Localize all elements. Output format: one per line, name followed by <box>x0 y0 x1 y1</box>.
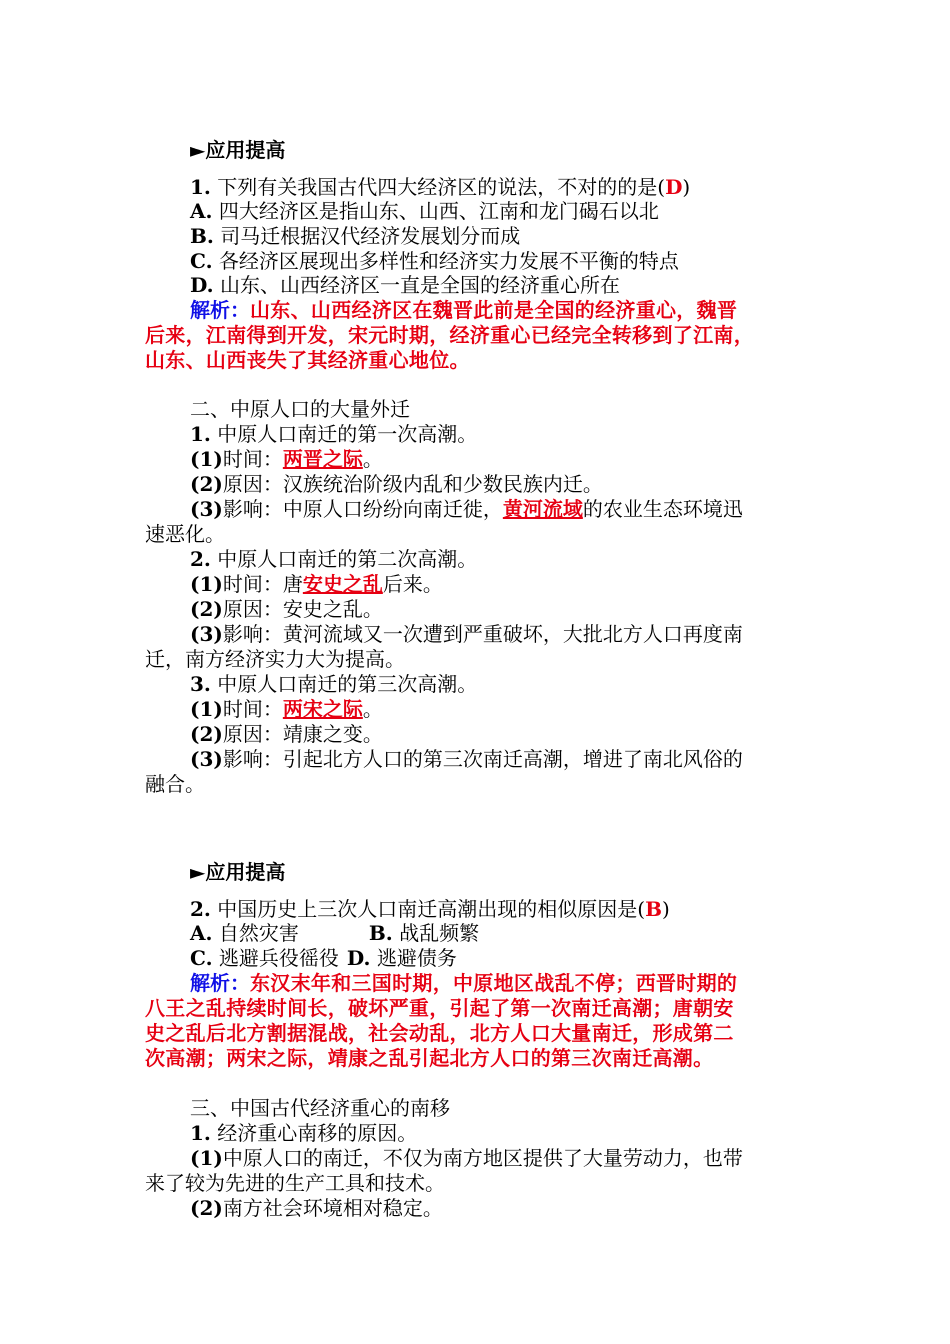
sub-text: 影响：引起北方人口的第三次南迁高潮，增进了南北风俗的 <box>222 747 743 771</box>
sub-item <box>190 472 880 497</box>
sub-end: 后来。 <box>382 572 443 596</box>
option-letter: C. <box>190 946 213 970</box>
section-title: 三、中国古代经济重心的南移 <box>190 1096 450 1120</box>
section-heading: ►应用提高 <box>190 138 286 162</box>
item-number: 1. <box>190 422 211 446</box>
sub-number: (1) <box>190 447 223 471</box>
option-letter: B. <box>368 921 393 945</box>
sub-text: 原因：靖康之变。 <box>222 722 383 746</box>
analysis-line: 史之乱后北方割据混战，社会动乱，北方人口大量南迁，形成第二 <box>145 1021 734 1045</box>
item-text: 中原人口南迁的第三次高潮。 <box>217 672 478 696</box>
sub-number: (2) <box>190 597 223 621</box>
option-a <box>190 199 880 224</box>
question-stem <box>190 897 880 922</box>
fill-blank: 安史之乱 <box>302 572 383 596</box>
item-title <box>190 422 880 447</box>
sub-number: (2) <box>190 472 223 496</box>
sub-text: 原因：汉族统治阶级内乱和少数民族内迁。 <box>222 472 603 496</box>
option-d <box>190 273 880 298</box>
option-b <box>369 921 479 945</box>
analysis-text: 东汉末年和三国时期，中原地区战乱不停；西晋时期的 <box>250 971 738 995</box>
sub-text: 南方社会环境相对稳定。 <box>222 1196 443 1220</box>
section-heading: ►应用提高 <box>190 860 286 884</box>
fill-blank: 黄河流域 <box>502 497 583 521</box>
option-text: 各经济区展现出多样性和经济实力发展不平衡的特点 <box>218 249 679 273</box>
item-title <box>190 547 880 572</box>
answer-letter: D <box>665 175 683 199</box>
fill-blank: 两宋之际 <box>282 697 363 721</box>
sub-text: 影响：中原人口纷纷向南迁徙， <box>222 497 503 521</box>
item-number: 1. <box>190 1121 211 1145</box>
analysis-text: 山东、山西经济区在魏晋此前是全国的经济重心，魏晋 <box>250 298 738 322</box>
option-text: 逃避债务 <box>376 946 457 970</box>
option-d <box>347 946 457 970</box>
options-row <box>190 946 880 971</box>
sub-end: 。 <box>362 447 383 471</box>
sub-number: (2) <box>190 1196 223 1220</box>
analysis-line <box>190 971 880 996</box>
sub-number: (2) <box>190 722 223 746</box>
option-text: 自然灾害 <box>218 921 299 945</box>
sub-label: 时间：唐 <box>222 572 303 596</box>
question-number: 1. <box>190 175 211 199</box>
question-text: 下列有关我国古代四大经济区的说法，不对的的是( <box>217 175 666 199</box>
paren-close: ) <box>682 175 691 199</box>
option-c <box>190 249 880 274</box>
sub-number: (1) <box>190 1146 223 1170</box>
item-text: 经济重心南移的原因。 <box>217 1121 418 1145</box>
option-text: 逃避兵役徭役 <box>218 946 339 970</box>
analysis-label: 解析： <box>190 971 250 995</box>
sub-item-continued: 来了较为先进的生产工具和技术。 <box>145 1171 445 1195</box>
option-letter: A. <box>190 921 213 945</box>
analysis-line: 山东、山西丧失了其经济重心地位。 <box>145 348 470 372</box>
analysis-line: 八王之乱持续时间长，破坏严重，引起了第一次南迁高潮；唐朝安 <box>145 996 734 1020</box>
option-c <box>190 946 339 970</box>
sub-number: (3) <box>190 622 223 646</box>
item-title <box>190 672 880 697</box>
sub-item <box>190 572 880 597</box>
section-title: 二、中原人口的大量外迁 <box>190 397 410 421</box>
sub-number: (1) <box>190 572 223 596</box>
sub-item <box>190 622 880 647</box>
item-number: 2. <box>190 547 211 571</box>
sub-item-continued: 速恶化。 <box>145 522 225 546</box>
analysis-label: 解析： <box>190 298 250 322</box>
sub-item <box>190 1146 880 1171</box>
sub-text: 的农业生态环境迅 <box>582 497 743 521</box>
sub-text: 影响：黄河流域又一次遭到严重破坏，大批北方人口再度南 <box>222 622 743 646</box>
fill-blank: 两晋之际 <box>282 447 363 471</box>
option-letter: D. <box>190 273 214 297</box>
question-number: 2. <box>190 897 211 921</box>
sub-item <box>190 597 880 622</box>
analysis-line: 后来，江南得到开发，宋元时期，经济重心已经完全转移到了江南， <box>145 323 754 347</box>
sub-item <box>190 497 880 522</box>
analysis-line: 次高潮；两宋之际，靖康之乱引起北方人口的第三次南迁高潮。 <box>145 1046 714 1070</box>
sub-text: 原因：安史之乱。 <box>222 597 383 621</box>
option-text: 战乱频繁 <box>399 921 480 945</box>
question-text: 中国历史上三次人口南迁高潮出现的相似原因是( <box>217 897 646 921</box>
sub-item <box>190 447 880 472</box>
option-b <box>190 224 880 249</box>
option-letter: A. <box>190 199 213 223</box>
option-a <box>190 921 299 945</box>
item-number: 3. <box>190 672 211 696</box>
question-stem <box>190 175 880 200</box>
option-letter: C. <box>190 249 213 273</box>
option-text: 司马迁根据汉代经济发展划分而成 <box>220 224 521 248</box>
sub-text: 中原人口的南迁，不仅为南方地区提供了大量劳动力，也带 <box>222 1146 743 1170</box>
item-title <box>190 1121 880 1146</box>
item-text: 中原人口南迁的第一次高潮。 <box>217 422 478 446</box>
sub-number: (3) <box>190 497 223 521</box>
option-text: 山东、山西经济区一直是全国的经济重心所在 <box>219 273 620 297</box>
sub-number: (1) <box>190 697 223 721</box>
sub-item-continued: 迁，南方经济实力大为提高。 <box>145 647 405 671</box>
answer-letter: B <box>645 897 662 921</box>
sub-number: (3) <box>190 747 223 771</box>
option-text: 四大经济区是指山东、山西、江南和龙门碣石以北 <box>218 199 659 223</box>
sub-item <box>190 697 880 722</box>
paren-close: ) <box>661 897 670 921</box>
sub-label: 时间： <box>222 697 283 721</box>
analysis-line <box>190 298 880 323</box>
sub-item-continued: 融合。 <box>145 772 205 796</box>
sub-end: 。 <box>362 697 383 721</box>
item-text: 中原人口南迁的第二次高潮。 <box>217 547 478 571</box>
sub-item <box>190 1196 880 1221</box>
options-row <box>190 921 880 946</box>
sub-item <box>190 747 880 772</box>
option-letter: B. <box>190 224 214 248</box>
sub-label: 时间： <box>222 447 283 471</box>
sub-item <box>190 722 880 747</box>
option-letter: D. <box>346 946 371 970</box>
